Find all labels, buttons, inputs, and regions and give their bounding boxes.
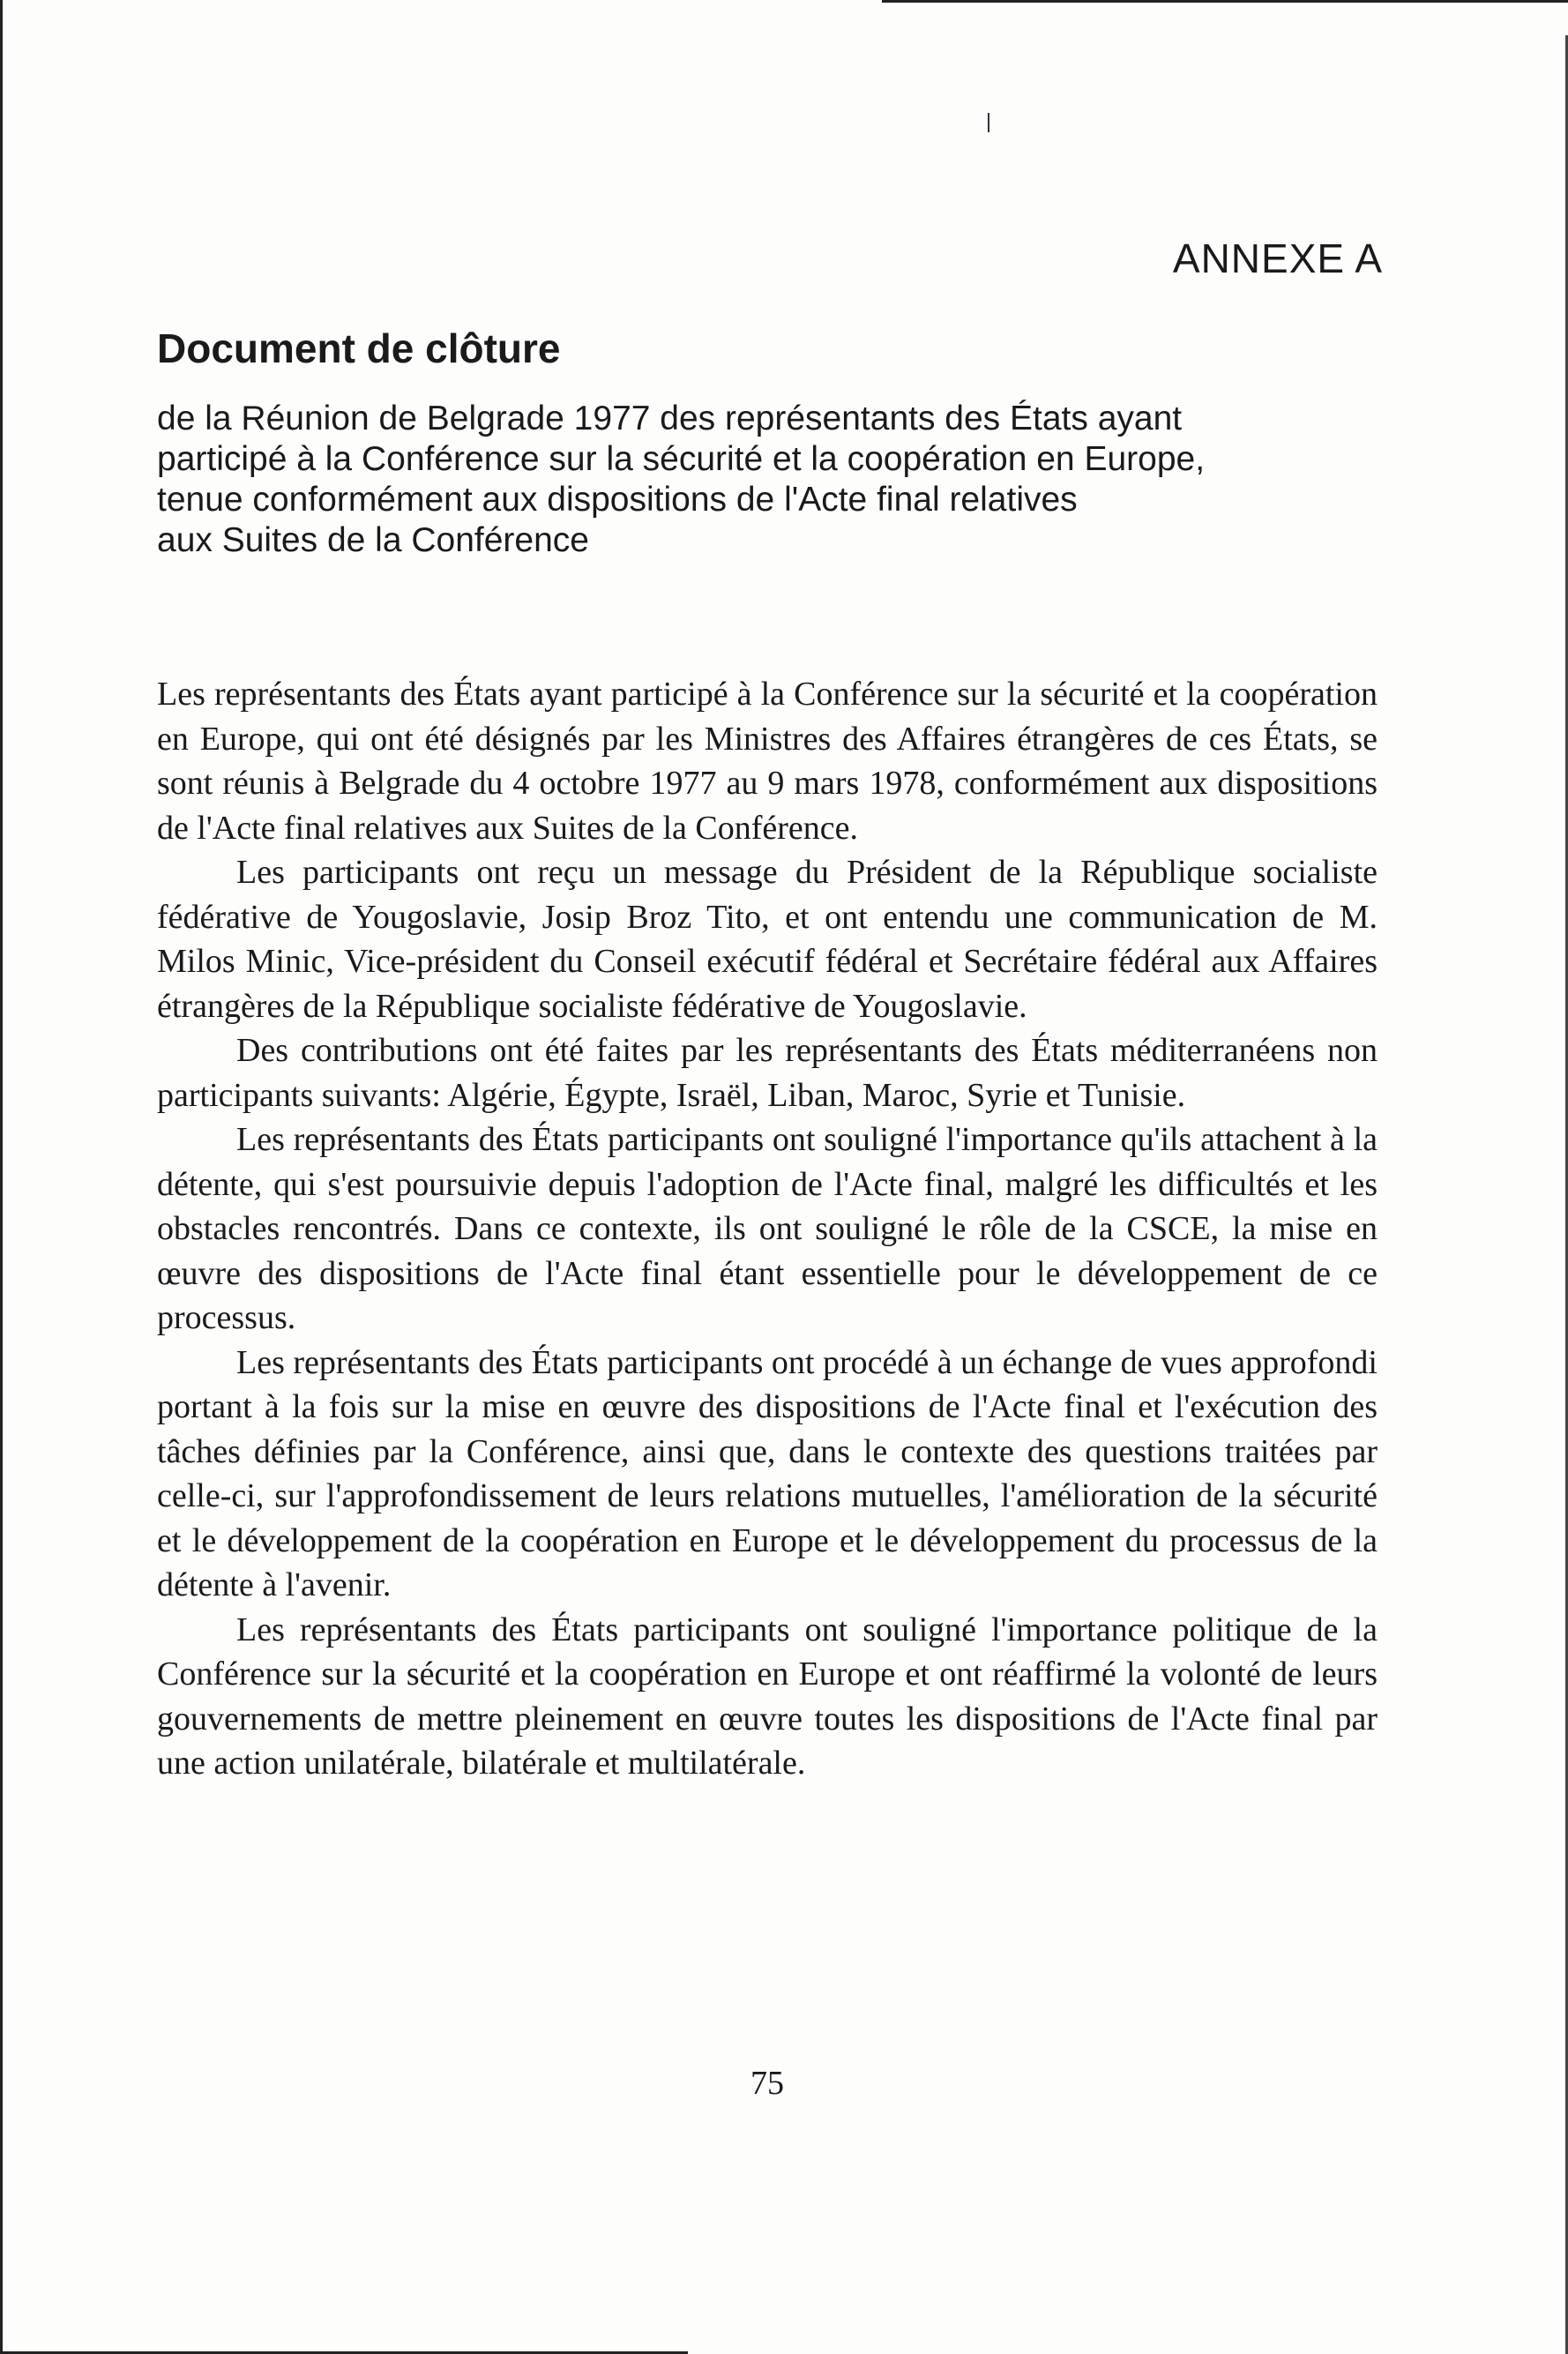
body-text xyxy=(157,672,1378,1786)
paragraph: Des contributions ont été faites par les représentants des États méditerranéens non participants suivants: Algérie, Égypte, Israël, Liban, Maroc, Syrie et Tunisie. xyxy=(157,1032,1378,1114)
paragraph: Les représentants des États participants ont procédé à un échange de vues approfondi portant à la fois sur la mise en œuvre des dispositions de l'Acte final et l'exécution des tâches définies par la Conférence, ainsi que, dans le contexte des questions traitées par celle-ci, sur l'approfondissement de leurs relations mutuelles, l'amélioration de la sécurité et le développement de la coopération en Europe et le développement du processus de la détente à l'avenir. xyxy=(157,1343,1378,1603)
scan-edge-left xyxy=(0,0,3,2354)
annex-label: ANNEXE A xyxy=(1172,235,1383,281)
document-title: Document de clôture xyxy=(157,325,561,371)
paragraph: Les participants ont reçu un message du Président de la République socialiste fédérative de Yougoslavie, Josip Broz Tito, et ont entendu une communication de M. Milos Minic, Vice-président du Conseil exécutif fédéral et Secrétaire fédéral aux Affaires étrangères de la République socialiste fédérative de Yougoslavie. xyxy=(157,854,1378,1025)
scan-artifact-mark xyxy=(988,113,989,132)
paragraph: Les représentants des États participants ont souligné l'importance qu'ils attachent à la détente, qui s'est poursuivie depuis l'adoption de l'Acte final, malgré les difficultés et les obstacles rencontrés. Dans ce contexte, ils ont souligné le rôle de la CSCE, la mise en œuvre des dispositions de l'Acte final étant essentielle pour le développement de ce processus. xyxy=(157,1121,1378,1336)
scan-edge-top xyxy=(882,0,1568,3)
document-subtitle: de la Réunion de Belgrade 1977 des représentants des États ayant participé à la Conférence sur la sécurité et la coopération en Europe, tenue conformément aux dispositions de l'Acte final relatives aux Suites de la Conférence xyxy=(157,400,1206,559)
paragraph: Les représentants des États ayant participé à la Conférence sur la sécurité et la coopération en Europe, qui ont été désignés par les Ministres des Affaires étrangères de ces États, se sont réunis à Belgrade du 4 octobre 1977 au 9 mars 1978, conformément aux dispositions de l'Acte final relatives aux Suites de la Conférence. xyxy=(157,676,1378,847)
page-number: 75 xyxy=(750,2065,784,2102)
paragraph: Les représentants des États participants ont souligné l'importance politique de la Conférence sur la sécurité et la coopération en Europe et ont réaffirmé la volonté de leurs gouvernements de mettre pleinement en œuvre toutes les dispositions de l'Acte final par une action unilatérale, bilatérale et multilatérale. xyxy=(157,1610,1378,1782)
